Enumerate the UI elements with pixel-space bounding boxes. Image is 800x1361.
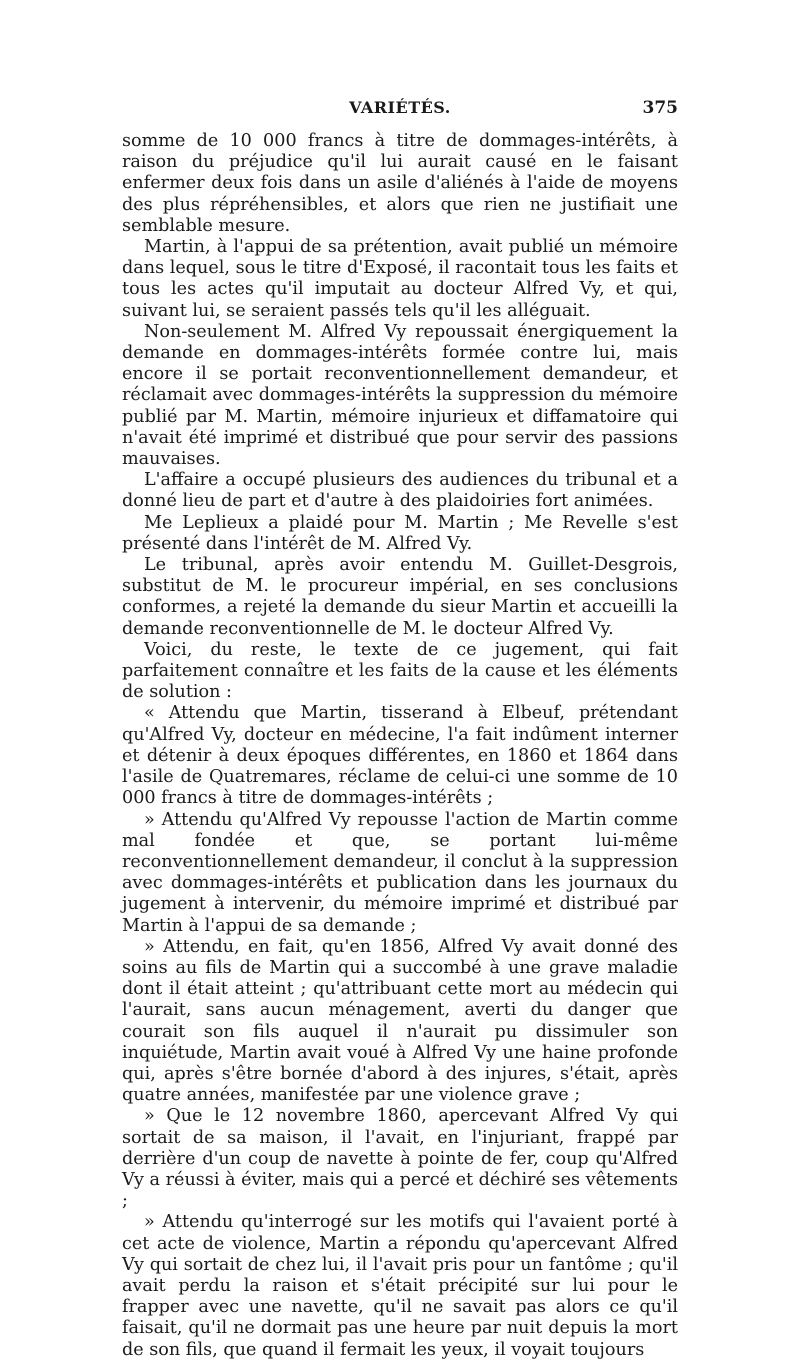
body-text bbox=[122, 131, 678, 1361]
page-header bbox=[122, 98, 678, 122]
paragraph: Me Leplieux a plaidé pour M. Martin ; Me Revelle s'est présenté dans l'intérêt de M. Alfred Vy. bbox=[122, 512, 678, 554]
paragraph: » Que le 12 novembre 1860, apercevant Alfred Vy qui sortait de sa maison, il l'avait, en l'injuriant, frappé par derrière d'un coup de navette à pointe de fer, coup qu'Alfred Vy a réussi à éviter, mais qui a percé et déchiré ses vêtements ; bbox=[122, 1106, 678, 1212]
paragraph: » Attendu qu'interrogé sur les motifs qui l'avaient porté à cet acte de violence, Martin a répondu qu'apercevant Alfred Vy qui sortait de chez lui, il l'avait pris pour un fantôme ; qu'il avait perdu la raison et s'était précipité sur lui pour le frapper avec une navette, qu'il ne savait pas alors ce qu'il faisait, qu'il ne dormait pas une heure par nuit depuis la mort de son fils, que quand il fermait les yeux, il voyait toujours bbox=[122, 1212, 678, 1360]
paragraph: somme de 10 000 francs à titre de dommages-intérêts, à raison du préjudice qu'il lui aurait causé en le faisant enfermer deux fois dans un asile d'aliénés à l'aide de moyens des plus répréhensibles, et alors que rien ne justifiait une semblable mesure. bbox=[122, 131, 678, 236]
paragraph: L'affaire a occupé plusieurs des audiences du tribunal et a donné lieu de part et d'autre à des plaidoiries fort animées. bbox=[122, 470, 678, 512]
paragraph: Voici, du reste, le texte de ce jugement, qui fait parfaitement connaître et les faits de la cause et les éléments de solution : bbox=[122, 639, 678, 703]
paragraph: « Attendu que Martin, tisserand à Elbeuf, prétendant qu'Alfred Vy, docteur en médecine, l'a fait indûment interner et détenir à deux époques différentes, en 1860 et 1864 dans l'asile de Quatremares, réclame de celui-ci une somme de 10 000 francs à titre de dommages-intérêts ; bbox=[122, 703, 678, 809]
running-title: VARIÉTÉS. bbox=[349, 98, 451, 117]
paragraph: Martin, à l'appui de sa prétention, avait publié un mémoire dans lequel, sous le titre d'Exposé, il racontait tous les faits et tous les actes qu'il imputait au docteur Alfred Vy, et qui, suivant lui, se seraient passés tels qu'il les alléguait. bbox=[122, 237, 678, 321]
paragraph: Le tribunal, après avoir entendu M. Guillet-Desgrois, substitut de M. le procureur impérial, en ses conclusions conformes, a rejeté la demande du sieur Martin et accueilli la demande reconventionnelle de M. le docteur Alfred Vy. bbox=[122, 555, 678, 639]
paragraph: » Attendu, en fait, qu'en 1856, Alfred Vy avait donné des soins au fils de Martin qui a succombé à une grave maladie dont il était atteint ; qu'attribuant cette mort au médecin qui l'aurait, sans aucun ménagement, averti du danger que courait son fils auquel il n'aurait pu dissimuler son inquiétude, Martin avait voué à Alfred Vy une haine profonde qui, après s'être bornée d'abord à des injures, s'était, après quatre années, manifestée par une violence grave ; bbox=[122, 936, 678, 1106]
page-number: 375 bbox=[642, 98, 678, 118]
paragraph: » Attendu qu'Alfred Vy repousse l'action de Martin comme mal fondée et que, se portant lui-même reconventionnellement demandeur, il conclut à la suppression avec dommages-intérêts et publication dans les journaux du jugement à intervenir, du mémoire imprimé et distribué par Martin à l'appui de sa demande ; bbox=[122, 809, 678, 936]
paragraph: Non-seulement M. Alfred Vy repoussait énergiquement la demande en dommages-intérêts formée contre lui, mais encore il se portait reconventionnellement demandeur, et réclamait avec dommages-intérêts la suppression du mémoire publié par M. Martin, mémoire injurieux et diffamatoire qui n'avait été imprimé et distribué que pour servir des passions mauvaises. bbox=[122, 321, 678, 470]
